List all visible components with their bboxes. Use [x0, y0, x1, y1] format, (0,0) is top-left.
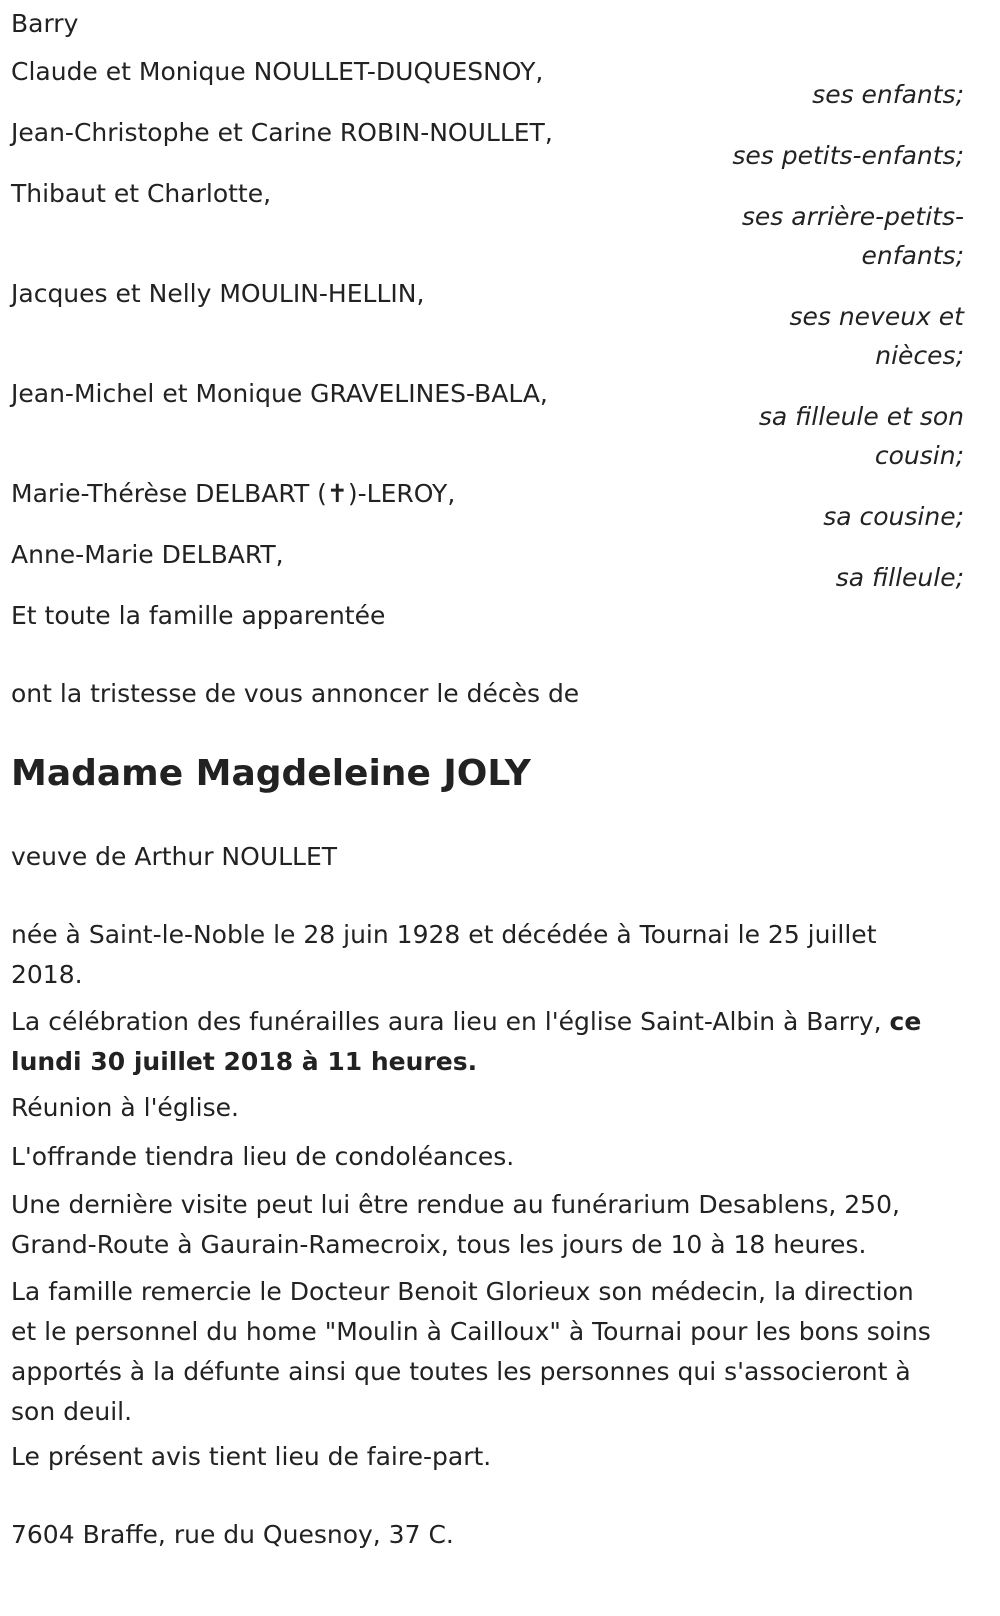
- family-name-1: Claude et Monique NOULLET-DUQUESNOY,: [11, 57, 544, 86]
- thanks-line-1: La famille remercie le Docteur Benoit Glorieux son médecin, la direction: [11, 1277, 914, 1306]
- funeral-line-2: [11, 1042, 986, 1082]
- visit-paragraph: [11, 1185, 986, 1265]
- birth-death-line-1: née à Saint-le-Noble le 28 juin 1928 et décédée à Tournai le 25 juillet: [11, 920, 877, 949]
- town-name: Barry: [11, 9, 79, 38]
- thanks-line-3: apportés à la défunte ainsi que toutes les personnes qui s'associeront à: [11, 1357, 911, 1386]
- address-text: 7604 Braffe, rue du Quesnoy, 37 C.: [11, 1520, 454, 1549]
- family-name-4: Jacques et Nelly MOULIN-HELLIN,: [11, 279, 425, 308]
- relation-6: sa cousine;: [823, 502, 964, 531]
- funeral-text: La célébration des funérailles aura lieu en l'église Saint-Albin à Barry,: [11, 1007, 890, 1036]
- birth-death-line-2: 2018.: [11, 960, 83, 989]
- thanks-line-4: son deuil.: [11, 1397, 133, 1426]
- family-name-2: Jean-Christophe et Carine ROBIN-NOULLET,: [11, 118, 553, 147]
- relation-3-line2: enfants;: [861, 241, 964, 270]
- relation-5-line1: sa filleule et son: [758, 402, 964, 431]
- funeral-line-1: [11, 1002, 986, 1042]
- offering-text: L'offrande tiendra lieu de condoléances.: [11, 1142, 515, 1171]
- birth-death-paragraph: [11, 915, 986, 995]
- notice-text: Le présent avis tient lieu de faire-part.: [11, 1442, 492, 1471]
- family-name-5: Jean-Michel et Monique GRAVELINES-BALA,: [11, 379, 548, 408]
- thanks-paragraph: [11, 1272, 986, 1432]
- relation-4-line2: nièces;: [875, 341, 964, 370]
- relation-1: ses enfants;: [812, 80, 964, 109]
- relation-7: sa filleule;: [835, 563, 964, 592]
- announcement-text: ont la tristesse de vous annoncer le décès de: [11, 679, 580, 708]
- family-name-8: Et toute la famille apparentée: [11, 601, 386, 630]
- relation-2: ses petits-enfants;: [732, 141, 964, 170]
- deceased-name: Madame Magdeleine JOLY: [11, 753, 531, 794]
- funeral-date: lundi 30 juillet 2018 à 11 heures.: [11, 1047, 478, 1076]
- family-name-7: Anne-Marie DELBART,: [11, 540, 284, 569]
- visit-line-2: Grand-Route à Gaurain-Ramecroix, tous les jours de 10 à 18 heures.: [11, 1230, 867, 1259]
- relation-3-line1: ses arrière-petits-: [741, 202, 964, 231]
- funeral-paragraph: [11, 1002, 986, 1082]
- family-name-6: Marie-Thérèse DELBART (✝)-LEROY,: [11, 479, 456, 508]
- relation-5-line2: cousin;: [874, 441, 964, 470]
- widow-of: veuve de Arthur NOULLET: [11, 842, 338, 871]
- family-name-3: Thibaut et Charlotte,: [11, 179, 272, 208]
- relation-4-line1: ses neveux et: [789, 302, 964, 331]
- visit-line-1: Une dernière visite peut lui être rendue au funérarium Desablens, 250,: [11, 1190, 900, 1219]
- thanks-line-2: et le personnel du home "Moulin à Cailloux" à Tournai pour les bons soins: [11, 1317, 931, 1346]
- meeting-text: Réunion à l'église.: [11, 1093, 239, 1122]
- funeral-bold-ce: ce: [889, 1007, 922, 1036]
